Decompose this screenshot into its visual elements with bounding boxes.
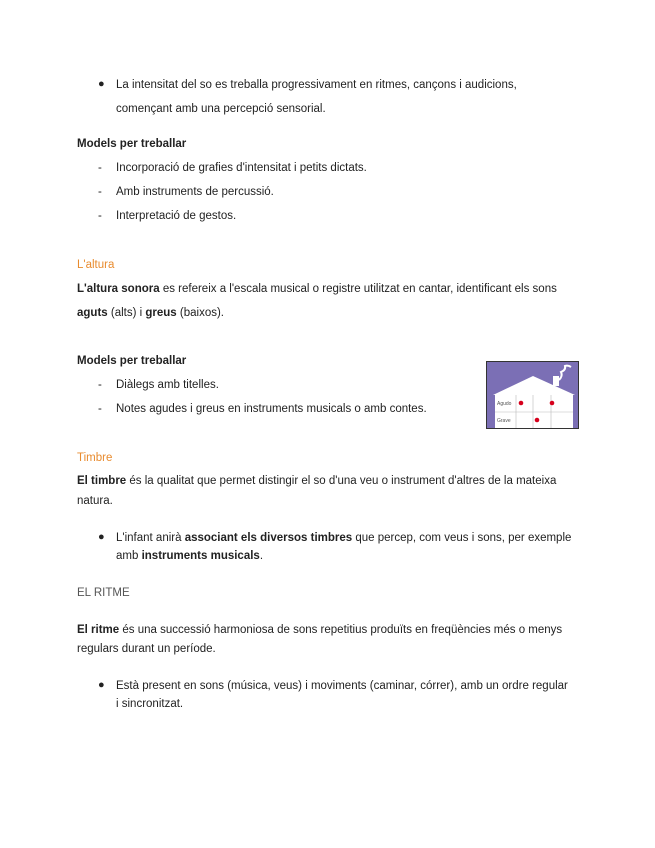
ritme-definition: és una successió harmoniosa de sons repetitius produïts en freqüències més o menys bbox=[119, 624, 563, 636]
note-dot bbox=[519, 401, 524, 406]
ritme-term: El ritme bbox=[77, 624, 120, 636]
timbre-paragraph-line2: natura. bbox=[77, 495, 113, 507]
dash-marker: - bbox=[98, 379, 102, 391]
altura-term: L'altura sonora bbox=[77, 283, 160, 295]
timbre-bullet-emphasis: instruments musicals bbox=[141, 550, 260, 562]
ritme-paragraph-line2: regulars durant un període. bbox=[77, 643, 216, 655]
ritme-paragraph-line1 bbox=[77, 623, 562, 637]
aguts-term: aguts bbox=[77, 307, 108, 319]
models-heading: Models per treballar bbox=[77, 355, 187, 367]
timbre-bullet-line1 bbox=[116, 531, 571, 545]
timbre-bullet-text: amb bbox=[116, 550, 142, 562]
timbre-bullet-text: que percep, com veus i sons, per exemple bbox=[352, 532, 572, 544]
ritme-bullet-line2: i sincronitzat. bbox=[116, 698, 184, 710]
house-graphic bbox=[487, 362, 579, 429]
dash-marker: - bbox=[98, 186, 102, 198]
intro-text-line1: La intensitat del so es treballa progressivament en ritmes, cançons i audicions, bbox=[116, 79, 517, 91]
note-dot bbox=[535, 418, 540, 423]
timbre-heading: Timbre bbox=[77, 452, 113, 464]
timbre-bullet-emphasis: associant els diversos timbres bbox=[184, 532, 353, 544]
altura-paragraph-line2 bbox=[77, 306, 224, 320]
dash-marker: - bbox=[98, 403, 102, 415]
dash-marker: - bbox=[98, 210, 102, 222]
timbre-bullet-text: . bbox=[259, 550, 264, 562]
list-item: Notes agudes i greus en instruments musicals o amb contes. bbox=[116, 403, 427, 415]
figure-label-high: Agudo bbox=[497, 401, 512, 407]
dash-marker: - bbox=[98, 162, 102, 174]
bullet-dot: ● bbox=[98, 78, 105, 90]
ritme-heading: EL RITME bbox=[77, 587, 130, 599]
timbre-term: El timbre bbox=[77, 475, 127, 487]
list-item: Incorporació de grafies d'intensitat i petits dictats. bbox=[116, 162, 367, 174]
list-item: Interpretació de gestos. bbox=[116, 210, 237, 222]
note-dot bbox=[550, 401, 555, 406]
altura-paragraph-line1 bbox=[77, 282, 557, 296]
timbre-definition: és la qualitat que permet distingir el so d'una veu o instrument d'altres de la mateixa bbox=[126, 475, 557, 487]
pitch-house-illustration bbox=[486, 361, 579, 429]
altura-heading: L'altura bbox=[77, 259, 115, 271]
greus-term: greus bbox=[145, 307, 177, 319]
list-item: Diàlegs amb titelles. bbox=[116, 379, 219, 391]
altura-definition: es refereix a l'escala musical o registre utilitzat en cantar, identificant els sons bbox=[159, 283, 557, 295]
models-heading: Models per treballar bbox=[77, 138, 187, 150]
bullet-dot: ● bbox=[98, 679, 105, 691]
altura-text: (alts) i bbox=[107, 307, 146, 319]
timbre-bullet-line2 bbox=[116, 549, 263, 563]
figure-label-low: Grave bbox=[497, 418, 511, 424]
timbre-bullet-text: L'infant anirà bbox=[116, 532, 185, 544]
altura-text: (baixos). bbox=[176, 307, 224, 319]
list-item: Amb instruments de percussió. bbox=[116, 186, 274, 198]
bullet-dot: ● bbox=[98, 531, 105, 543]
timbre-paragraph-line1 bbox=[77, 474, 556, 488]
intro-text-line2: començant amb una percepció sensorial. bbox=[116, 103, 326, 115]
ritme-bullet-line1: Està present en sons (música, veus) i moviments (caminar, córrer), amb un ordre regular bbox=[116, 680, 568, 692]
